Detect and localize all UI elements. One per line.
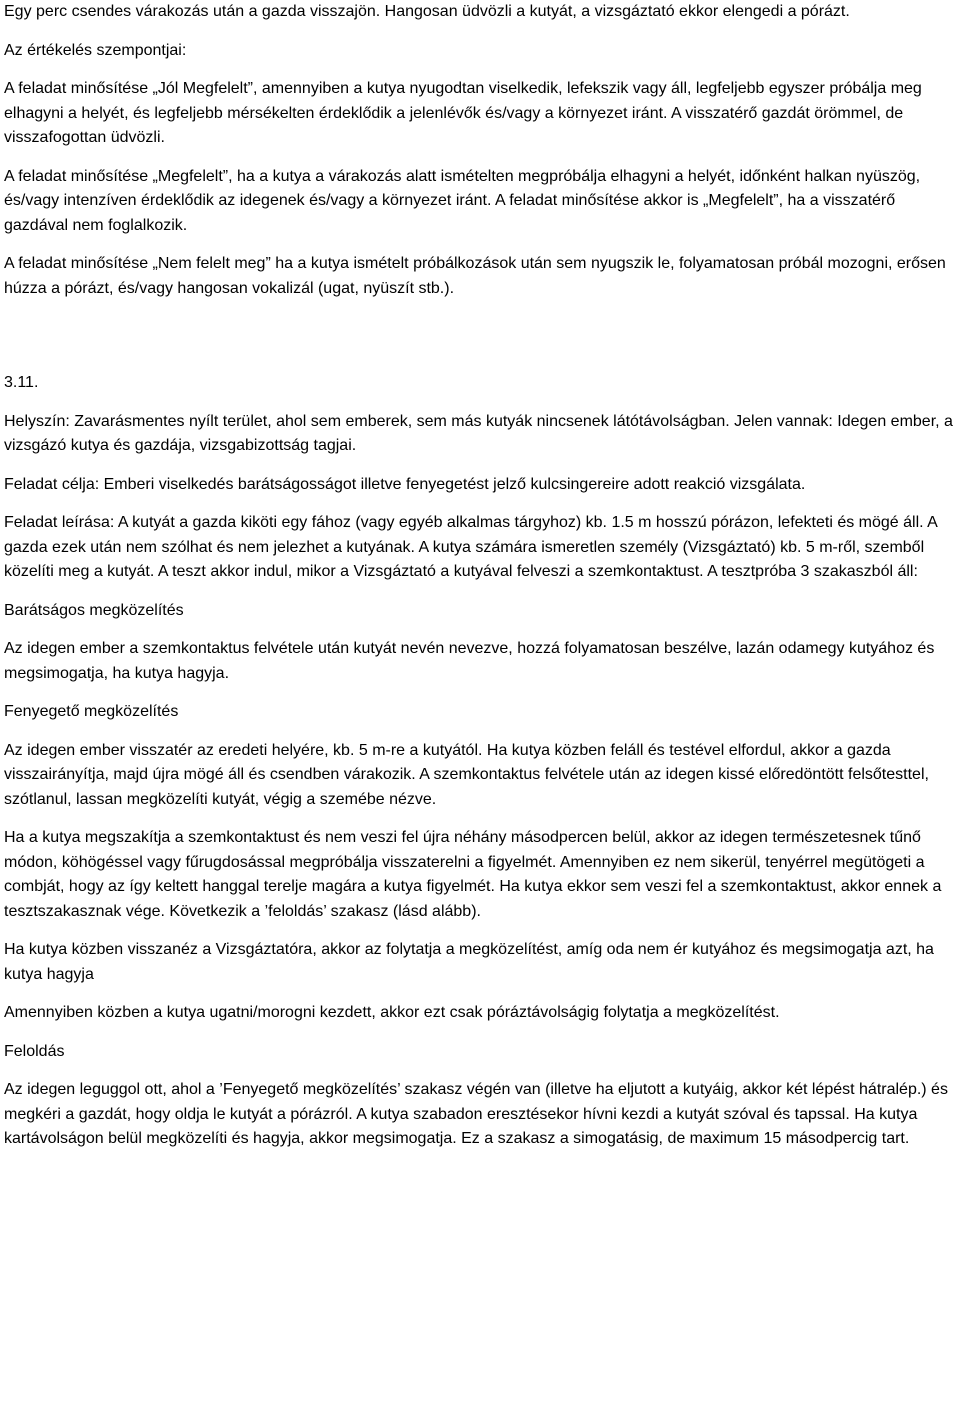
subheading-threatening-approach: Fenyegető megközelítés — [4, 703, 179, 720]
paragraph-threatening-approach-4: Amennyiben közben a kutya ugatni/morogni kezdett, akkor ezt csak póráztávolságig folytatja a megközelítést. — [4, 1004, 780, 1021]
subheading-resolution: Feloldás — [4, 1042, 65, 1060]
paragraph-friendly-approach: Az idegen ember a szemkontaktus felvétele után kutyát nevén nevezve, hozzá folyamatosan beszélve, lazán odamegy kutyához és megsimogatja, ha kutya hagyja. — [4, 640, 935, 682]
section-number: 3.11. — [4, 374, 39, 391]
paragraph-threatening-approach-3: Ha kutya közben visszanéz a Vizsgáztatóra, akkor az folytatja a megközelítést, amíg oda nem ér kutyához és megsimogatja azt, ha kutya hagyja — [4, 941, 934, 983]
paragraph-location: Helyszín: Zavarásmentes nyílt terület, ahol sem emberek, sem más kutyák nincsenek látótávolságban. Jelen vannak: Idegen ember, a vizsgázó kutya és gazdája, vizsgabizottság tagjai. — [4, 412, 953, 454]
paragraph-rating-failed: A feladat minősítése „Nem felelt meg” ha a kutya ismételt próbálkozások után sem nyugszik le, folyamatosan próbál mozogni, erősen húzza a pórázt, és/vagy hangosan vokalizál (ugat, nyüszít stb.). — [4, 255, 946, 297]
heading-evaluation-criteria: Az értékelés szempontjai: — [4, 41, 187, 59]
paragraph-rating-excellent: A feladat minősítése „Jól Megfelelt”, amennyiben a kutya nyugodtan viselkedik, lefekszik vagy áll, legfeljebb egyszer próbálja meg elhagyni a helyét, és legfeljebb mérsékelten érdeklődik a jelenlévők és/vagy a környezet iránt. A visszatérő gazdát örömmel, de visszafogottan üdvözli. — [4, 80, 922, 146]
paragraph-threatening-approach-2: Ha a kutya megszakítja a szemkontaktust és nem veszi fel újra néhány másodpercen belül, akkor az idegen természetesnek tűnő módon, köhögéssel vagy fűrugdosással megpróbálja visszaterelni a figyelmét. Amennyiben ez nem sikerül, tenyérrel megütögeti a combját, hogy az így keltett hanggal terelje magára a kutya figyelmét. Ha kutya ekkor sem veszi fel a szemkontaktust, akkor ennek a tesztszakasznak vége. Következik a ’feloldás’ szakasz (lásd alább). — [4, 829, 942, 920]
paragraph-threatening-approach-1: Az idegen ember visszatér az eredeti helyére, kb. 5 m-re a kutyától. Ha kutya közben feláll és testével elfordul, akkor a gazda visszairányítja, majd újra mögé áll és csendben várakozik. A szemkontaktus felvétele után az idegen kissé előredöntött felsőtesttel, szótlanul, lassan megközelíti kutyát, végig a szemébe nézve. — [4, 741, 929, 808]
paragraph-rating-satisfactory: A feladat minősítése „Megfelelt”, ha a kutya a várakozás alatt ismételten megpróbálja elhagyni a helyét, időnként halkan nyüszög, és/vagy intenzíven érdeklődik az idegenek és/vagy a környezet iránt. A feladat minősítése akkor is „Megfelelt”, ha a visszatérő gazdával nem foglalkozik. — [4, 167, 921, 234]
paragraph-resolution: Az idegen leguggol ott, ahol a ’Fenyegető megközelítés’ szakasz végén van (illetve ha eljutott a kutyáig, akkor két lépést hátralép.) és megkéri a gazdát, hogy oldja le kutyát a pórázról. A kutya szabadon eresztésekor hívni kezdi a kutyát szóval és tapssal. Ha kutya kartávolságon belül megközelíti és hagyja, akkor megsimogatja. Ez a szakasz a simogatásig, de maximum 15 másodpercig tart. — [4, 1081, 948, 1147]
paragraph-task-goal: Feladat célja: Emberi viselkedés barátságosságot illetve fenyegetést jelző kulcsingereire adott reakció vizsgálata. — [4, 475, 806, 493]
paragraph-task-description: Feladat leírása: A kutyát a gazda kiköti egy fához (vagy egyéb alkalmas tárgyhoz) kb. 1.5 m hosszú pórázon, lefekteti és mögé áll. A gazda ezek után nem szólhat és nem jelezhet a kutyának. A kutya számára ismeretlen személy (Vizsgáztató) kb. 5 m-ről, szemből közelíti meg a kutyát. A teszt akkor indul, mikor a Vizsgáztató a kutyával felveszi a szemkontaktust. A tesztpróba 3 szakaszból áll: — [4, 514, 937, 580]
paragraph-intro: Egy perc csendes várakozás után a gazda visszajön. Hangosan üdvözli a kutyát, a vizsgáztató ekkor elengedi a pórázt. — [4, 3, 850, 20]
subheading-friendly-approach: Barátságos megközelítés — [4, 601, 184, 619]
document-page — [4, 0, 956, 1152]
